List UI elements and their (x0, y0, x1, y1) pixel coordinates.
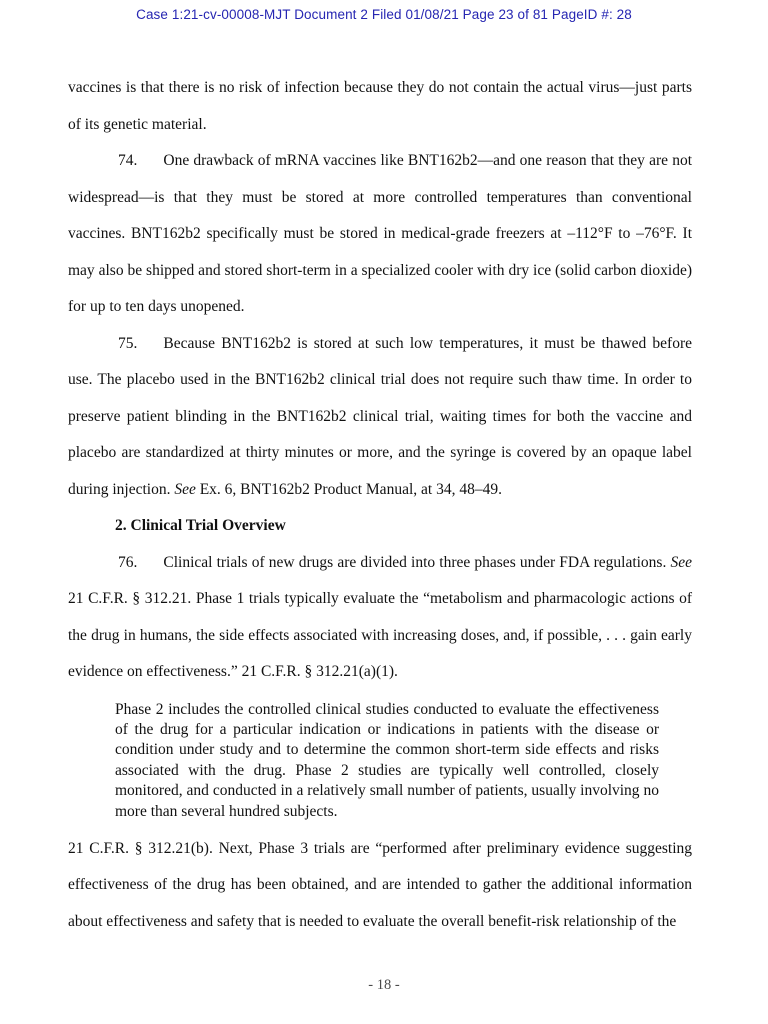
paragraph-75 (68, 326, 692, 509)
paragraph-74 (68, 143, 692, 326)
text-segment: See (174, 480, 196, 498)
text-segment: vaccines is that there is no risk of infection because they do not contain the actual virus—just parts of its genetic material. (68, 79, 692, 133)
case-caption-header: Case 1:21-cv-00008-MJT Document 2 Filed 01/08/21 Page 23 of 81 PageID #: 28 (136, 7, 632, 22)
text-segment: 21 C.F.R. § 312.21(b). Next, Phase 3 trials are “performed after preliminary evidence suggesting effectiveness of the drug has been obtained, and are intended to gather the additional information about effectiveness and safety that is needed to evaluate the overall benefit-risk relationship of the (68, 839, 692, 930)
text-segment: Because BNT162b2 is stored at such low temperatures, it must be thawed before use. The placebo used in the BNT162b2 clinical trial does not require such thaw time. In order to preserve patient blinding in the BNT162b2 clinical trial, waiting times for both the vaccine and placebo are standardized at thirty minutes or more, and the syringe is covered by an opaque label during injection. (68, 334, 692, 498)
paragraph-number: 74. (118, 152, 138, 169)
paragraph-number: 76. (118, 553, 138, 571)
text-segment: Ex. 6, BNT162b2 Product Manual, at 34, 48–49. (195, 480, 502, 498)
text-segment: One drawback of mRNA vaccines like BNT162b2—and one reason that they are not widespread—is that they must be stored at more controlled temperatures than conventional vaccines. BNT162b2 specifically must be stored in medical-grade freezers at –112°F to –76°F. It may also be shipped and stored short-term in a specialized cooler with dry ice (solid carbon dioxide) for up to ten days unopened. (68, 152, 692, 315)
section-heading-clinical-trial-overview (115, 508, 692, 545)
page-number: - 18 - (368, 977, 400, 993)
phase-2-block-quote (115, 700, 659, 822)
text-segment: See (670, 553, 692, 571)
text-segment: Clinical trials of new drugs are divided into three phases under FDA regulations. (163, 553, 671, 571)
text-segment: Phase 2 includes the controlled clinical studies conducted to evaluate the effectiveness of the drug for a particular indication or indications in patients with the disease or condition under study and to determine the common short-term side effects and risks associated with the drug. Phase 2 studies are typically well controlled, closely monitored, and conducted in a relatively small number of patients, usually involving no more than several hundred subjects. (115, 700, 659, 820)
document-body (68, 70, 692, 940)
paragraph-number: 75. (118, 334, 138, 352)
closing-paragraph (68, 831, 692, 941)
text-segment: 21 C.F.R. § 312.21. Phase 1 trials typically evaluate the “metabolism and pharmacologic actions of the drug in humans, the side effects associated with increasing doses, and, if possible, . . . gain early evidence on effectiveness.” 21 C.F.R. § 312.21(a)(1). (68, 590, 692, 680)
paragraph-76 (68, 545, 692, 691)
text-segment: 2. Clinical Trial Overview (115, 517, 286, 534)
intro-continuation-paragraph (68, 70, 692, 143)
